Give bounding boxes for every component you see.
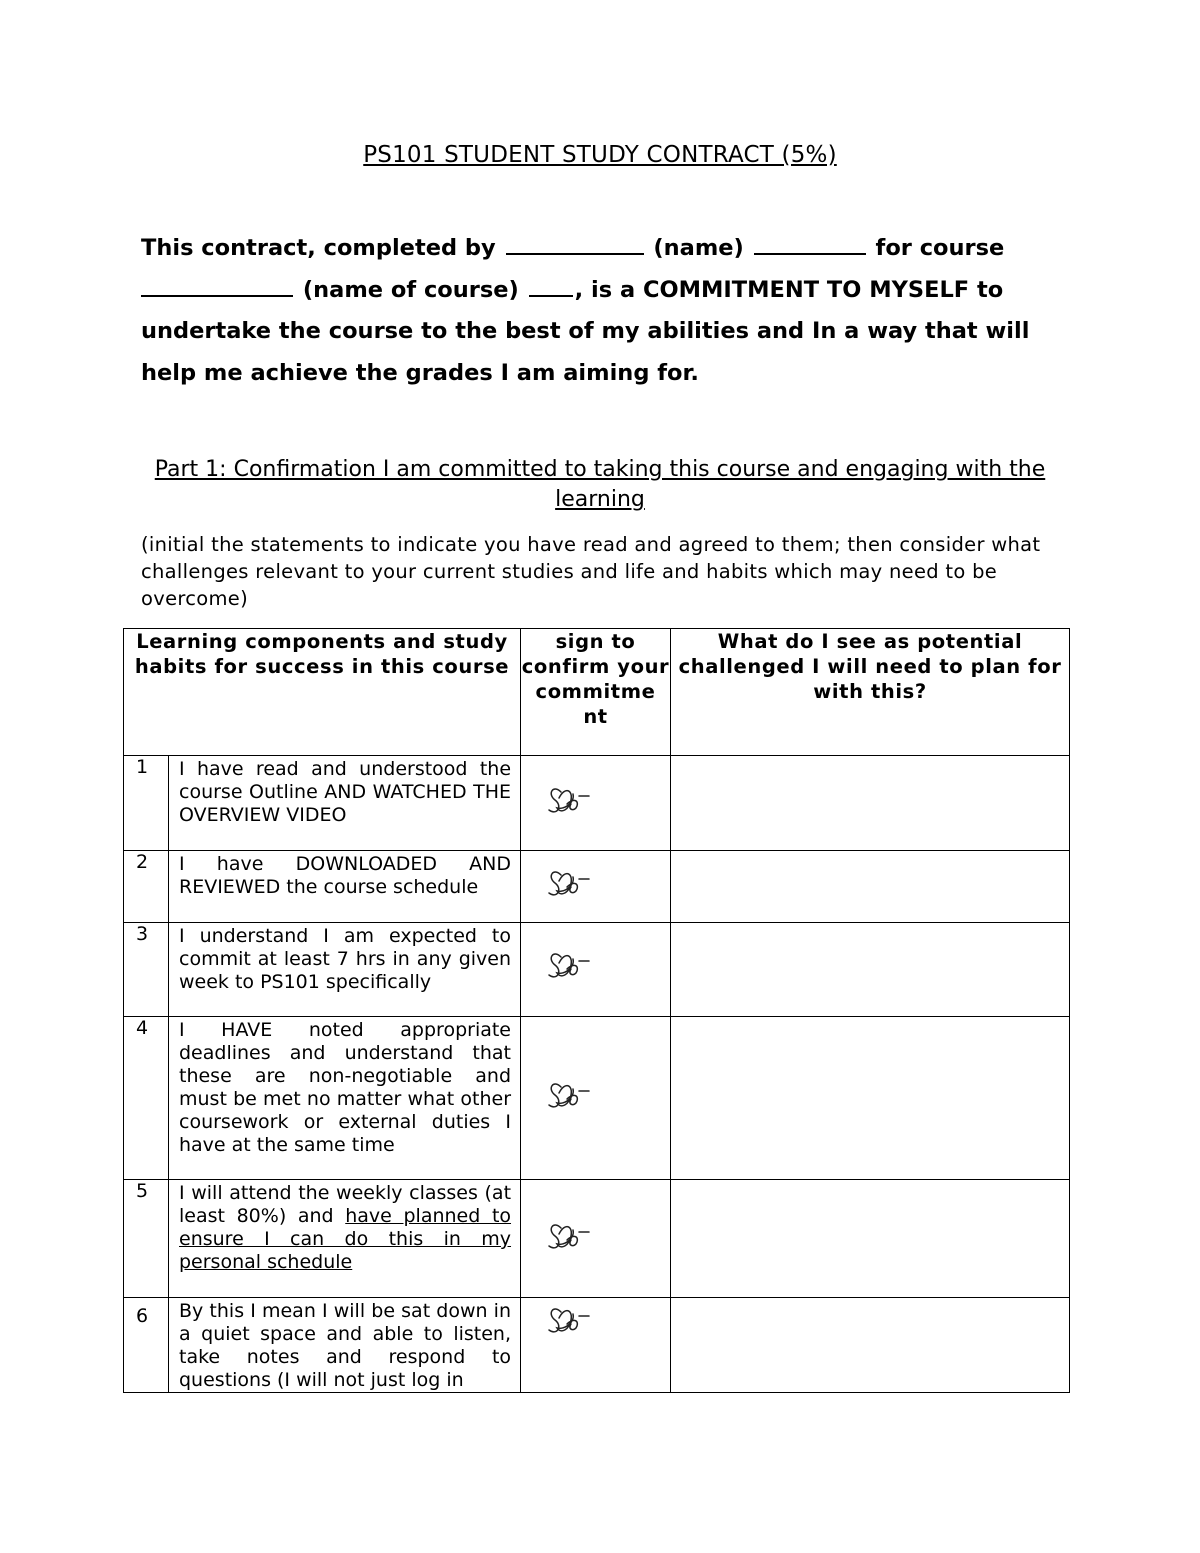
commitment-table bbox=[123, 628, 1070, 1393]
table-header-row bbox=[124, 629, 1070, 756]
challenge-cell[interactable] bbox=[671, 1017, 1070, 1180]
signature-initials-icon bbox=[547, 1075, 601, 1115]
course-blank-2[interactable] bbox=[529, 273, 573, 297]
table-row bbox=[124, 1180, 1070, 1298]
statement-text: I have read and understood the course Outline AND WATCHED THE OVERVIEW VIDEO bbox=[169, 756, 521, 851]
intro-text-4: (name of course) bbox=[302, 276, 519, 303]
table-row bbox=[124, 851, 1070, 923]
statement-text: I HAVE noted appropriate deadlines and understand that these are non-negotiable and must be met no matter what other coursework or external duties I have at the same time bbox=[169, 1017, 521, 1180]
course-name-blank[interactable] bbox=[141, 273, 293, 297]
statement-text: I have DOWNLOADED AND REVIEWED the course schedule bbox=[169, 851, 521, 923]
intro-text-5: , is a COMMITMENT TO MYSELF to undertake the course to the best of my abilities and In a way that will help me achieve the grades I am aiming for. bbox=[141, 276, 1030, 386]
signature-initials-icon bbox=[547, 780, 601, 820]
header-sign: sign to confirm your commitme nt bbox=[521, 629, 671, 756]
table-row bbox=[124, 1298, 1070, 1393]
intro-text-2: (name) bbox=[653, 235, 744, 261]
signature-cell[interactable] bbox=[521, 756, 671, 851]
table-row bbox=[124, 1017, 1070, 1180]
row-number: 4 bbox=[124, 1017, 169, 1180]
row-number: 1 bbox=[124, 756, 169, 851]
name-blank-2[interactable] bbox=[754, 231, 866, 255]
challenge-cell[interactable] bbox=[671, 923, 1070, 1017]
table-row bbox=[124, 756, 1070, 851]
statement-text: I understand I am expected to commit at least 7 hrs in any given week to PS101 specifically bbox=[169, 923, 521, 1017]
document-title: PS101 STUDENT STUDY CONTRACT (5%) bbox=[363, 142, 837, 168]
table-row bbox=[124, 923, 1070, 1017]
challenge-cell[interactable] bbox=[671, 1298, 1070, 1393]
signature-initials-icon bbox=[547, 863, 601, 903]
header-challenges: What do I see as potential challenged I will need to plan for with this? bbox=[671, 629, 1070, 756]
signature-cell[interactable] bbox=[521, 923, 671, 1017]
challenge-cell[interactable] bbox=[671, 851, 1070, 923]
signature-cell[interactable] bbox=[521, 1298, 671, 1393]
row-number: 3 bbox=[124, 923, 169, 1017]
signature-initials-icon bbox=[547, 1216, 601, 1256]
challenge-cell[interactable] bbox=[671, 1180, 1070, 1298]
name-blank[interactable] bbox=[506, 231, 644, 255]
contract-intro bbox=[141, 228, 1061, 394]
signature-cell[interactable] bbox=[521, 1180, 671, 1298]
signature-cell[interactable] bbox=[521, 1017, 671, 1180]
part1-heading: Part 1: Confirmation I am committed to taking this course and engaging with the learning bbox=[154, 457, 1046, 512]
header-components: Learning components and study habits for success in this course bbox=[124, 629, 521, 756]
row-number: 6 bbox=[124, 1298, 169, 1393]
statement-text-underlined: have planned to ensure I can do this in my personal schedule bbox=[179, 1205, 512, 1273]
intro-text-3: for course bbox=[875, 235, 1005, 261]
challenge-cell[interactable] bbox=[671, 756, 1070, 851]
statement-text: By this I mean I will be sat down in a quiet space and able to listen, take notes and respond to questions (I will not just log in bbox=[169, 1298, 521, 1393]
signature-initials-icon bbox=[547, 945, 601, 985]
statement-text-plain: I will attend the weekly classes (at least 80%) and bbox=[179, 1182, 512, 1227]
statement-text bbox=[169, 1180, 521, 1298]
row-number: 5 bbox=[124, 1180, 169, 1298]
signature-initials-icon bbox=[547, 1300, 601, 1340]
instructions: (initial the statements to indicate you have read and agreed to them; then consider what challenges relevant to your current studies and life and habits which may need to be overcome) bbox=[141, 533, 1041, 610]
row-number: 2 bbox=[124, 851, 169, 923]
intro-text-1: This contract, completed by bbox=[141, 235, 496, 261]
signature-cell[interactable] bbox=[521, 851, 671, 923]
